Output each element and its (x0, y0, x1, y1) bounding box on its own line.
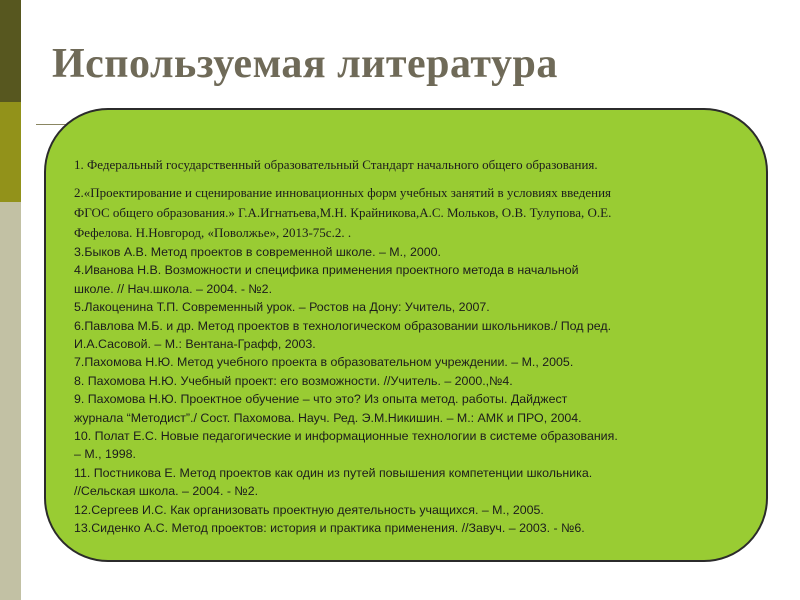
reference-item-1 (74, 155, 764, 175)
reference-item-6 (74, 317, 764, 354)
reference-line: 5.Лакоценина Т.П. Современный урок. – Ростов на Дону: Учитель, 2007. (74, 300, 490, 315)
reference-line: Фефелова. Н.Новгород, «Поволжье», 2013-75с.2. . (74, 225, 352, 240)
reference-line: 1. Федеральный государственный образовательный Стандарт начального общего образования. (74, 157, 598, 172)
reference-item-5 (74, 298, 764, 316)
reference-item-12 (74, 501, 764, 519)
decor-bar-light (0, 202, 21, 600)
reference-line: 12.Сергеев И.С. Как организовать проектную деятельность учащихся. – М., 2005. (74, 502, 544, 517)
reference-line: 3.Быков А.В. Метод проектов в современной школе. – М., 2000. (74, 245, 441, 259)
reference-line: – М., 1998. (74, 447, 136, 462)
reference-item-7 (74, 353, 764, 371)
decor-bar-olive (0, 102, 21, 202)
references-list (74, 155, 764, 538)
reference-line: 4.Иванова Н.В. Возможности и специфика применения проектного метода в начальной (74, 263, 579, 278)
reference-line: //Сельская школа. – 2004. - №2. (74, 484, 259, 499)
reference-line: И.А.Сасовой. – М.: Вентана-Графф, 2003. (74, 337, 316, 352)
reference-item-2 (74, 183, 764, 243)
reference-line: 7.Пахомова Н.Ю. Метод учебного проекта в образовательном учреждении. – М., 2005. (74, 355, 574, 370)
reference-item-13 (74, 519, 764, 537)
reference-line: ФГОС общего образования.» Г.А.Игнатьева,М.Н. Крайникова,А.С. Мольков, О.В. Тулупова, О.Е. (74, 205, 612, 220)
reference-item-9 (74, 390, 764, 427)
reference-line: 11. Постникова Е. Метод проектов как один из путей повышения компетенции школьника. (74, 465, 593, 480)
reference-item-10 (74, 427, 764, 464)
reference-line: 6.Павлова М.Б. и др. Метод проектов в технологическом образовании школьников./ Под ред. (74, 318, 612, 333)
reference-item-8 (74, 372, 764, 390)
reference-line: 9. Пахомова Н.Ю. Проектное обучение – что это? Из опыта метод. работы. Дайджест (74, 392, 568, 407)
reference-line: 10. Полат Е.С. Новые педагогические и информационные технологии в системе образования. (74, 429, 618, 444)
slide-title: Используемая литература (52, 41, 558, 87)
reference-line: журнала “Методист”./ Сост. Пахомова. Науч. Ред. Э.М.Никишин. – М.: АМК и ПРО, 2004. (74, 410, 582, 425)
reference-line: 13.Сиденко А.С. Метод проектов: история и практика применения. //Завуч. – 2003. - №6. (74, 521, 585, 536)
reference-line: школе. // Нач.школа. – 2004. - №2. (74, 281, 273, 296)
reference-line: 8. Пахомова Н.Ю. Учебный проект: его возможности. //Учитель. – 2000.,№4. (74, 373, 513, 388)
decor-bar-dark (0, 0, 21, 102)
reference-item-4 (74, 261, 764, 298)
reference-item-11 (74, 464, 764, 501)
reference-line: 2.«Проектирование и сценирование инновационных форм учебных занятий в условиях введения (74, 185, 612, 200)
reference-item-3 (74, 243, 764, 261)
